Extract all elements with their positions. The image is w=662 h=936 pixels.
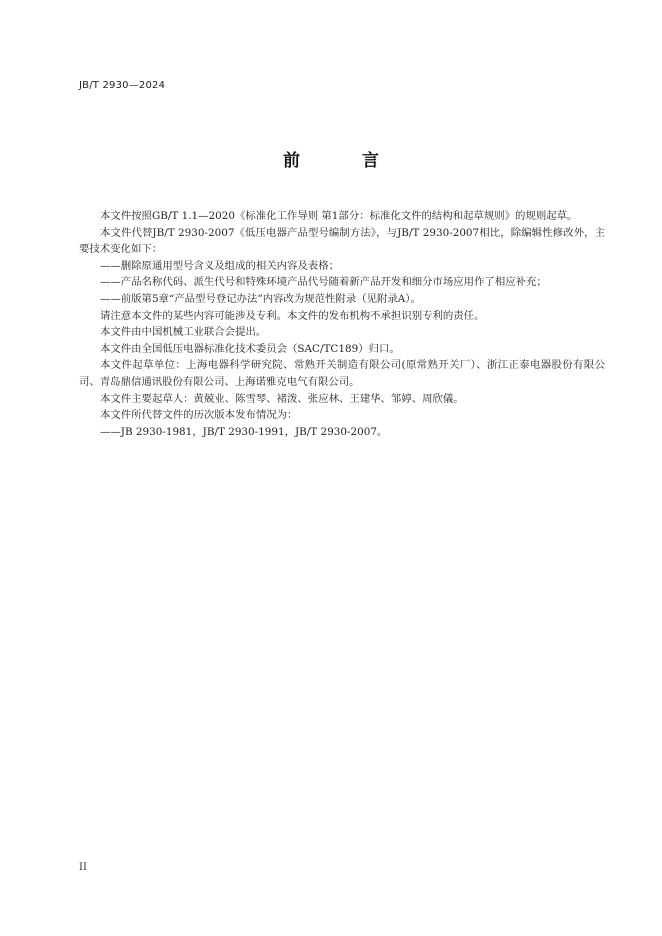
change-item-1: ——删除原通用型号含义及组成的相关内容及表格； (100, 259, 339, 272)
paragraph-history-intro: 本文件所代替文件的历次版本发布情况为： (100, 409, 298, 422)
paragraph-drafting-rules: 本文件按照GB/T 1.1—2020《标准化工作导则 第1部分：标准化文件的结构和起草规则》的规则起草。 (100, 210, 578, 222)
change-item-2: ——产品名称代码、派生代号和特殊环境产品代号随着新产品开发和细分市场应用作了相应补充； (100, 276, 547, 289)
paragraph-drafting-units: 本文件起草单位：上海电器科学研究院、常熟开关制造有限公司(原常熟开关厂）、浙江正泰电器股份有限公司、青岛鼎信通讯股份有限公司、上海诺雅克电气有限公司。 (79, 359, 605, 388)
paragraph-patent-notice: 请注意本文件的某些内容可能涉及专利。本文件的发布机构不承担识别专利的责任。 (100, 309, 485, 322)
paragraph-administrator: 本文件由全国低压电器标准化技术委员会（SAC/TC189）归口。 (100, 342, 400, 355)
paragraph-replacement: 本文件代替JB/T 2930-2007《低压电器产品型号编制方法》，与JB/T 2930-2007相比，除编辑性修改外，主要技术变化如下： (79, 226, 605, 256)
history-item: ——JB 2930-1981，JB/T 2930-1991，JB/T 2930-2007。 (100, 425, 388, 438)
page-number: II (79, 862, 87, 873)
section-title: 前 言 (283, 151, 407, 171)
foreword-body (79, 208, 605, 440)
document-code: JB/T 2930—2024 (79, 80, 166, 91)
paragraph-proposer: 本文件由中国机械工业联合会提出。 (100, 326, 267, 339)
change-item-3: ——前版第5章“产品型号登记办法”内容改为规范性附录（见附录A）。 (100, 292, 421, 305)
paragraph-drafters: 本文件主要起草人：黄兢业、陈雪琴、褚泼、张应林、王建华、邹婷、周欣儀。 (100, 392, 464, 405)
